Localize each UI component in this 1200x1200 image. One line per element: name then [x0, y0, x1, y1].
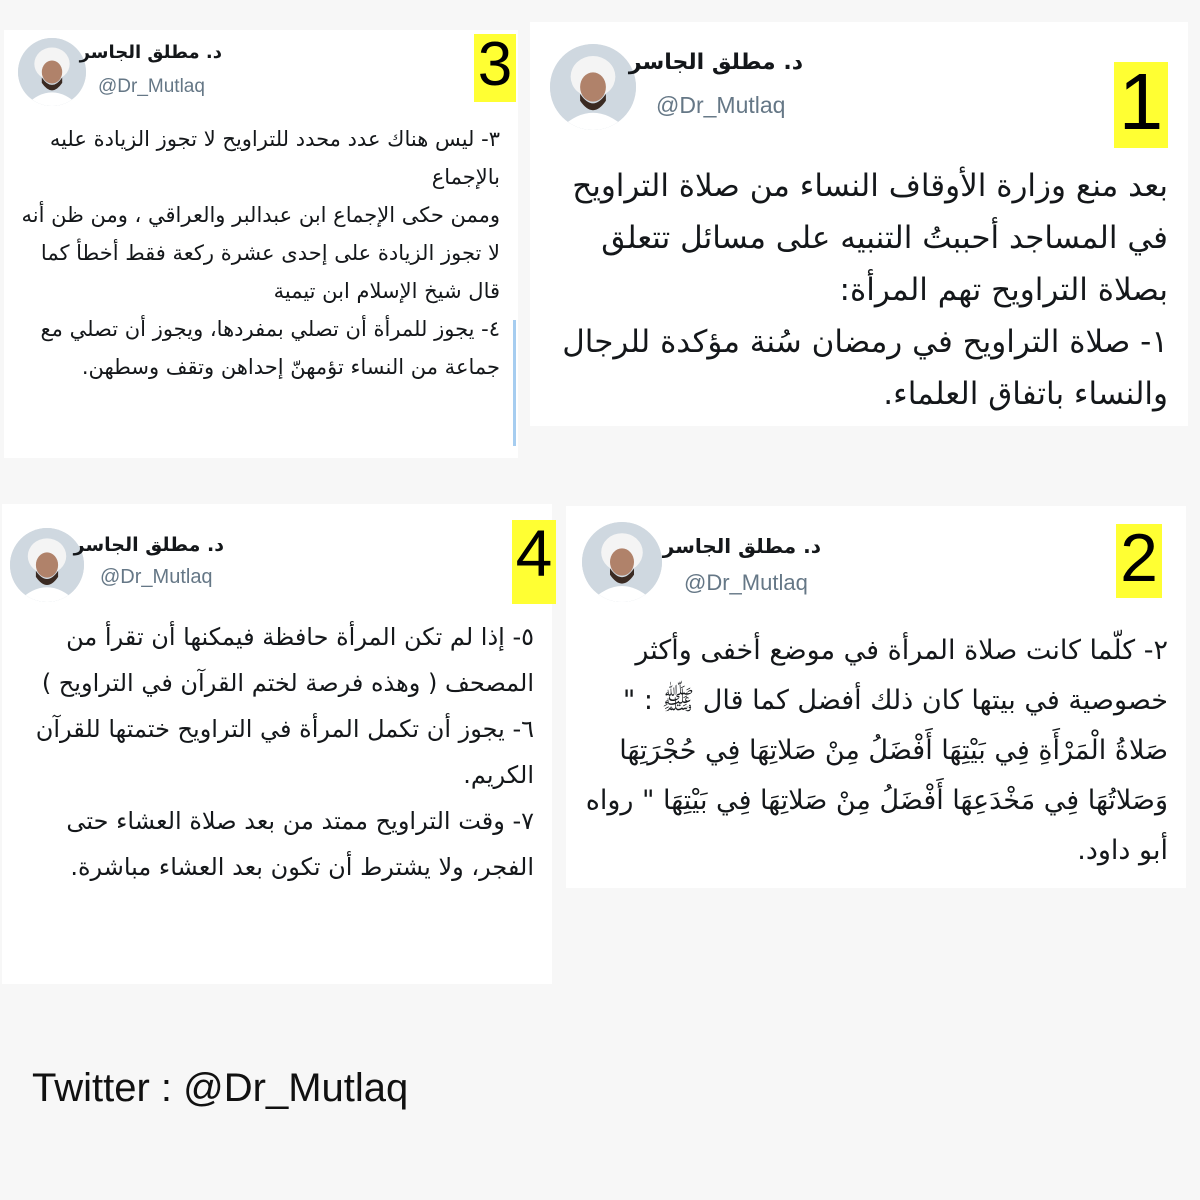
avatar[interactable]	[18, 38, 86, 106]
tweet-paragraph: بعد منع وزارة الأوقاف النساء من صلاة التراويح في المساجد أحببتُ التنبيه على مسائل تتعلق بصلاة التراويح تهم المرأة:	[572, 168, 1168, 308]
tweet-number-badge: 4	[512, 520, 556, 604]
author-name: د. مطلق الجاسر	[628, 50, 803, 75]
author-handle[interactable]: @Dr_Mutlaq	[100, 566, 213, 588]
author-name: د. مطلق الجاسر	[73, 534, 224, 556]
avatar[interactable]	[582, 522, 662, 602]
tweet-card-1[interactable]	[530, 22, 1188, 426]
tweet-paragraph: وممن حكى الإجماع ابن عبدالبر والعراقي ، ومن ظن أنه لا تجوز الزيادة على إحدى عشرة ركعة فقط أخطأ كما قال شيخ الإسلام ابن تيمية	[21, 203, 500, 303]
author-handle[interactable]: @Dr_Mutlaq	[684, 570, 808, 595]
footer-twitter-handle: Twitter : @Dr_Mutlaq	[32, 1066, 409, 1110]
author-name: د. مطلق الجاسر	[662, 534, 821, 558]
tweet-number-badge: 2	[1116, 524, 1162, 598]
tweet-paragraph: ٣- ليس هناك عدد محدد للتراويح لا تجوز الزيادة عليه بالإجماع	[49, 127, 500, 189]
tweet-text	[18, 120, 500, 386]
tweet-card-3[interactable]	[4, 30, 518, 458]
tweet-paragraph: ٧- وقت التراويح ممتد من بعد صلاة العشاء حتى الفجر، ولا يشترط أن تكون بعد العشاء مباشرة.	[66, 807, 534, 881]
author-handle[interactable]: @Dr_Mutlaq	[656, 92, 786, 118]
tweet-paragraph: ١- صلاة التراويح في رمضان سُنة مؤكدة للرجال والنساء باتفاق العلماء.	[562, 324, 1168, 412]
tweet-paragraph: ٦- يجوز أن تكمل المرأة في التراويح ختمتها للقرآن الكريم.	[35, 715, 534, 789]
tweet-text	[548, 160, 1168, 420]
author-name: د. مطلق الجاسر	[79, 42, 222, 63]
tweet-number-badge: 1	[1114, 62, 1168, 148]
tweet-paragraph: ٥- إذا لم تكن المرأة حافظة فيمكنها أن تقرأ من المصحف ( وهذه فرصة لختم القرآن في التراويح )	[41, 623, 534, 697]
avatar[interactable]	[550, 44, 636, 130]
tweet-paragraph: ٢- كلّما كانت صلاة المرأة في موضع أخفى وأكثر خصوصية في بيتها كان ذلك أفضل كما قال ﷺ : " صَلاةُ الْمَرْأَةِ فِي بَيْتِهَا أَفْضَلُ مِنْ صَلاتِهَا فِي حُجْرَتِهَا وَصَلاتُهَا فِي مَخْدَعِهَا أَفْضَلُ مِنْ صَلاتِهَا فِي بَيْتِهَا " رواه أبو داود.	[585, 635, 1168, 866]
tweet-card-2[interactable]	[566, 506, 1186, 888]
author-handle[interactable]: @Dr_Mutlaq	[98, 76, 205, 97]
tweet-paragraph: ٤- يجوز للمرأة أن تصلي بمفردها، ويجوز أن تصلي مع جماعة من النساء تؤمهنّ إحداهن وتقف وسطهن.	[40, 317, 500, 379]
tweet-text	[582, 626, 1168, 876]
tweet-card-4[interactable]	[2, 504, 552, 984]
tweet-number-badge: 3	[474, 34, 516, 102]
thread-line	[513, 320, 516, 446]
tweet-text	[18, 614, 534, 890]
